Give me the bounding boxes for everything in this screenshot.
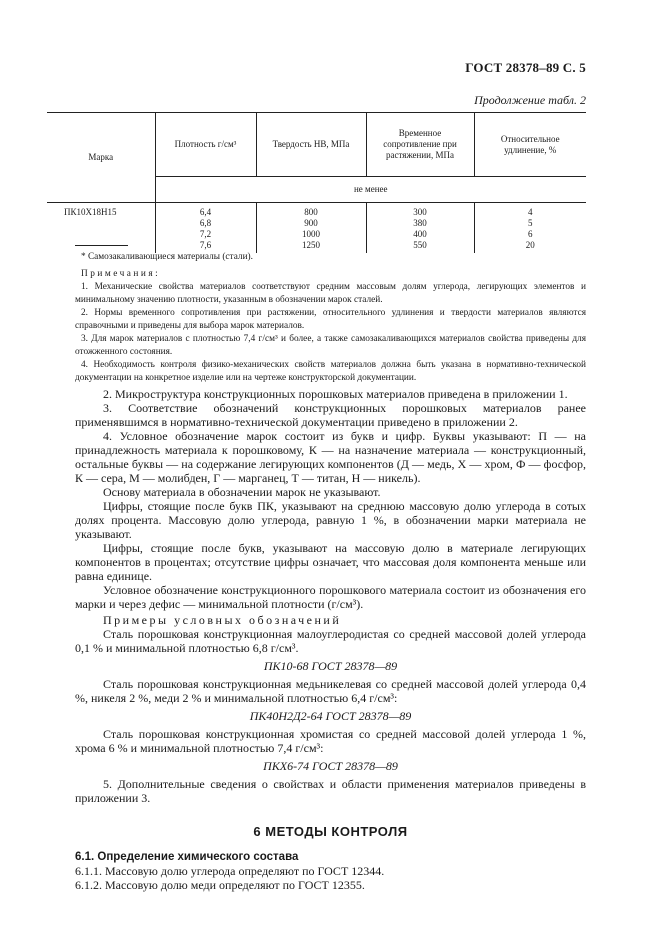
table-cell-strength: 300 bbox=[366, 203, 474, 219]
paragraph: Цифры, стоящие после букв ПК, указывают на среднюю массовую долю углерода в сотых долях процента. Массовую долю углерода, равную 1 %, в обозначении марки материала не указывают. bbox=[75, 499, 586, 541]
note-item: 1. Механические свойства материалов соответствуют средним массовым долям углерода, легирующих элементов и минимальному значению плотности, указанным в обозначении марок сталей. bbox=[75, 282, 586, 305]
table-cell-elongation: 4 bbox=[474, 203, 586, 219]
table-cell-hardness: 1250 bbox=[256, 240, 366, 253]
notes-block bbox=[75, 268, 586, 385]
example-text: Сталь порошковая конструкционная медьникелевая со средней массовой долей углерода 0,4 %, никеля 2 %, меди 2 % и минимальной плотностью 6,4 г/см³: bbox=[75, 677, 586, 705]
main-text bbox=[75, 387, 586, 892]
col-header-elongation: Относительное удлинение, % bbox=[474, 113, 586, 177]
example-text: Сталь порошковая конструкционная малоуглеродистая со средней массовой долей углерода 0,1 % и минимальной плотностью 6,8 г/см³. bbox=[75, 627, 586, 655]
col-header-mark: Марка bbox=[47, 113, 155, 203]
page-header: ГОСТ 28378–89 С. 5 bbox=[465, 60, 586, 75]
table-cell-elongation: 20 bbox=[474, 240, 586, 253]
not-less-label: не менее bbox=[155, 177, 586, 203]
table-cell-elongation: 6 bbox=[474, 229, 586, 240]
table-cell-strength: 550 bbox=[366, 240, 474, 253]
notes-heading: Примечания: bbox=[81, 269, 161, 279]
paragraph: Цифры, стоящие после букв, указывают на массовую долю в материале легирующих компонентов в процентах; отсутствие цифры означает, что массовая доля компонента меньше или равна единице. bbox=[75, 541, 586, 583]
paragraph: 3. Соответствие обозначений конструкционных порошковых материалов ранее применявшимся в нормативно-технической документации приведено в приложении 2. bbox=[75, 401, 586, 429]
table-cell-strength: 380 bbox=[366, 218, 474, 229]
note-item: 2. Нормы временного сопротивления при растяжении, относительного удлинения и твердости материалов являются справочными и приведены для выбора марок материалов. bbox=[75, 308, 586, 331]
mark-cell: ПК10Х18Н15 bbox=[64, 207, 117, 217]
example-code: ПК40Н2Д2-64 ГОСТ 28378—89 bbox=[249, 709, 412, 723]
footnote-separator bbox=[75, 245, 128, 246]
method-item: 6.1.2. Массовую долю меди определяют по ГОСТ 12355. bbox=[75, 878, 365, 892]
paragraph: 5. Дополнительные сведения о свойствах и области применения материалов приведены в приложении 3. bbox=[75, 777, 586, 805]
example-code: ПКХ6-74 ГОСТ 28378—89 bbox=[263, 759, 398, 773]
table-cell-hardness: 900 bbox=[256, 218, 366, 229]
table-cell-hardness: 1000 bbox=[256, 229, 366, 240]
footnote: * Самозакаливающиеся материалы (стали). bbox=[81, 252, 253, 262]
table-cell-hardness: 800 bbox=[256, 203, 366, 219]
section-title: 6 МЕТОДЫ КОНТРОЛЯ bbox=[253, 824, 408, 839]
table-cell-density: 6,4 bbox=[155, 203, 256, 219]
note-item: 3. Для марок материалов с плотностью 7,4 г/см³ и более, а также самозакаливающихся материалов свойства приведены для отожженного состояния. bbox=[75, 334, 586, 357]
subsection-title: 6.1. Определение химического состава bbox=[75, 851, 299, 863]
table-cell-density: 7,6 bbox=[155, 240, 256, 253]
example-code: ПК10-68 ГОСТ 28378—89 bbox=[263, 659, 398, 673]
table-cell-elongation: 5 bbox=[474, 218, 586, 229]
method-item: 6.1.1. Массовую долю углерода определяют по ГОСТ 12344. bbox=[75, 864, 385, 878]
paragraph: 2. Микроструктура конструкционных порошковых материалов приведена в приложении 1. bbox=[103, 387, 568, 401]
example-text: Сталь порошковая конструкционная хромистая со средней массовой долей углерода 1 %, хрома 6 % и минимальной плотностью 7,4 г/см³: bbox=[75, 727, 586, 755]
paragraph: Условное обозначение конструкционного порошкового материала состоит из обозначения его марки и через дефис — минимальной плотности (г/см³). bbox=[75, 583, 586, 611]
col-header-strength: Временное сопротивление при растяжении, МПа bbox=[366, 113, 474, 177]
col-header-hardness: Твердость НВ, МПа bbox=[256, 113, 366, 177]
note-item: 4. Необходимость контроля физико-механических свойств материалов должна быть указана в нормативно-технической документации на конкретное изделие или на чертеже конструкторской документации. bbox=[75, 360, 586, 383]
properties-table bbox=[47, 112, 586, 253]
table-cell-strength: 400 bbox=[366, 229, 474, 240]
table-continuation-label: Продолжение табл. 2 bbox=[474, 93, 586, 107]
col-header-density: Плотность г/см³ bbox=[155, 113, 256, 177]
paragraph: 4. Условное обозначение марок состоит из букв и цифр. Буквы указывают: П — на принадлежность материала к порошковому, К — на назначение материала — конструкционный, остальные буквы — на содержание легирующих компонентов (Д — медь, Х — хром, Ф — фосфор, К — сера, М — молибден, Г — марганец, Т — титан, Н — никель). bbox=[75, 429, 586, 485]
paragraph: Основу материала в обозначении марок не указывают. bbox=[103, 485, 381, 499]
table-cell-density: 6,8 bbox=[155, 218, 256, 229]
examples-heading: Примеры условных обозначений bbox=[103, 613, 342, 627]
table-cell-density: 7,2 bbox=[155, 229, 256, 240]
